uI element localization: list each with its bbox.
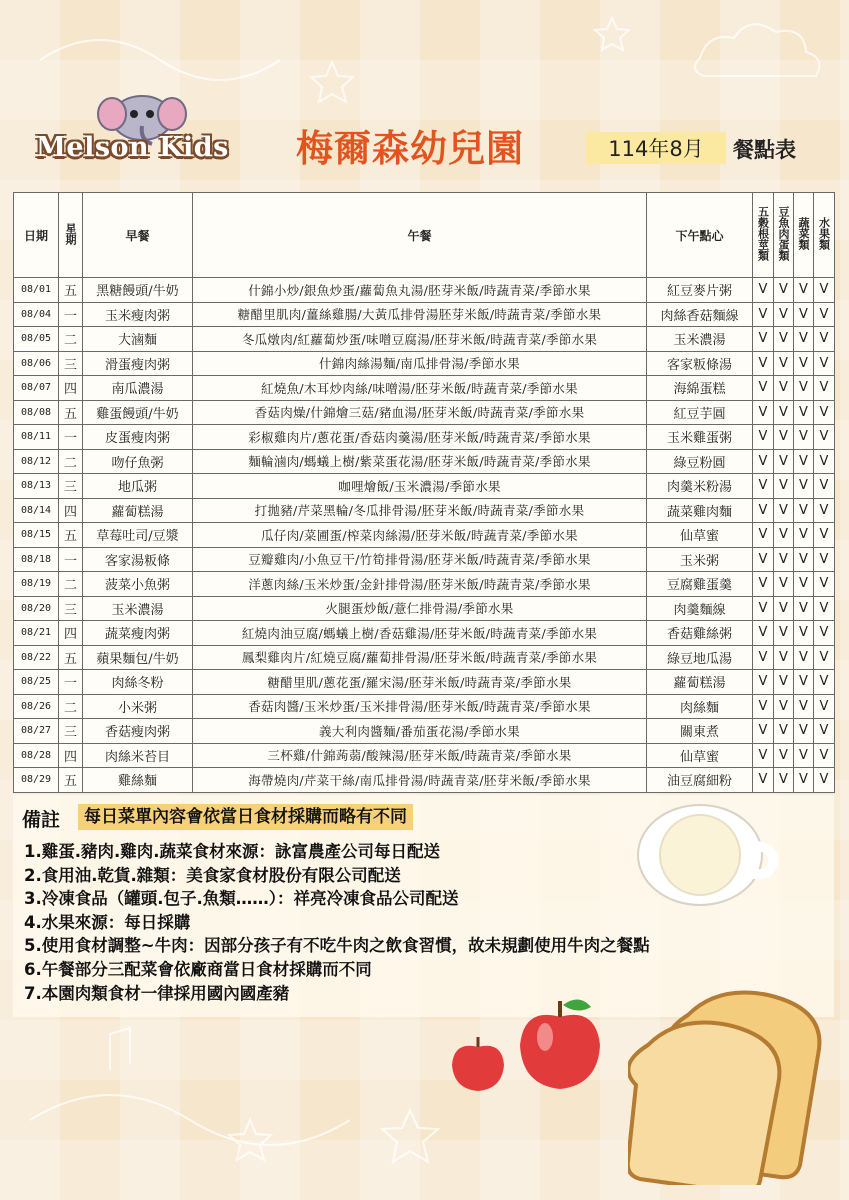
breakfast-cell: 客家湯粄條 <box>83 547 193 572</box>
snack-cell: 紅豆芋圓 <box>647 400 753 425</box>
check-mark-icon: V <box>794 425 814 450</box>
milk-cup-icon <box>630 800 780 910</box>
table-row <box>14 572 835 597</box>
lunch-cell: 瓜仔肉/菜圃蛋/榨菜肉絲湯/胚芽米飯/時蔬青菜/季節水果 <box>193 523 647 548</box>
table-row <box>14 743 835 768</box>
check-mark-icon: V <box>814 670 835 695</box>
lunch-cell: 咖哩燴飯/玉米濃湯/季節水果 <box>193 474 647 499</box>
check-mark-icon: V <box>814 449 835 474</box>
check-mark-icon: V <box>814 498 835 523</box>
check-mark-icon: V <box>753 645 774 670</box>
header-fruit: 水果類 <box>814 193 835 278</box>
snack-cell: 豆腐雞蛋羹 <box>647 572 753 597</box>
date-cell: 08/11 <box>14 425 59 450</box>
lunch-cell: 紅燒肉油豆腐/螞蟻上樹/香菇雞湯/胚芽米飯/時蔬青菜/季節水果 <box>193 621 647 646</box>
check-mark-icon: V <box>753 670 774 695</box>
table-row <box>14 400 835 425</box>
check-mark-icon: V <box>774 572 794 597</box>
check-mark-icon: V <box>814 547 835 572</box>
check-mark-icon: V <box>774 449 794 474</box>
menu-table-body <box>14 278 835 793</box>
check-mark-icon: V <box>753 449 774 474</box>
check-mark-icon: V <box>794 400 814 425</box>
check-mark-icon: V <box>774 547 794 572</box>
snack-cell: 紅豆麥片粥 <box>647 278 753 303</box>
weekday-cell: 四 <box>59 621 83 646</box>
breakfast-cell: 雞蛋饅頭/牛奶 <box>83 400 193 425</box>
check-mark-icon: V <box>814 523 835 548</box>
header-grains: 五穀根莖類 <box>753 193 774 278</box>
header-breakfast: 早餐 <box>83 193 193 278</box>
check-mark-icon: V <box>753 768 774 793</box>
breakfast-cell: 肉絲米苔目 <box>83 743 193 768</box>
star-doodle-icon <box>311 62 353 102</box>
check-mark-icon: V <box>753 498 774 523</box>
weekday-cell: 四 <box>59 743 83 768</box>
check-mark-icon: V <box>814 425 835 450</box>
lunch-cell: 紅燒魚/木耳炒肉絲/味噌湯/胚芽米飯/時蔬青菜/季節水果 <box>193 376 647 401</box>
check-mark-icon: V <box>774 376 794 401</box>
check-mark-icon: V <box>753 302 774 327</box>
check-mark-icon: V <box>774 278 794 303</box>
snack-cell: 肉絲麵 <box>647 694 753 719</box>
check-mark-icon: V <box>753 327 774 352</box>
note-item: 2.食用油.乾貨.雜類：美食家食材股份有限公司配送 <box>24 865 401 885</box>
check-mark-icon: V <box>753 596 774 621</box>
table-row <box>14 670 835 695</box>
check-mark-icon: V <box>753 523 774 548</box>
check-mark-icon: V <box>753 621 774 646</box>
note-item: 7.本園肉類食材一律採用國內國產豬 <box>24 983 290 1003</box>
lunch-cell: 義大利肉醬麵/番茄蛋花湯/季節水果 <box>193 719 647 744</box>
table-row <box>14 523 835 548</box>
check-mark-icon: V <box>753 743 774 768</box>
check-mark-icon: V <box>814 400 835 425</box>
lunch-cell: 糖醋里肌肉/薑絲雞腸/大黃瓜排骨湯胚芽米飯/時蔬青菜/季節水果 <box>193 302 647 327</box>
date-cell: 08/04 <box>14 302 59 327</box>
check-mark-icon: V <box>753 719 774 744</box>
breakfast-cell: 菠菜小魚粥 <box>83 572 193 597</box>
note-item: 1.雞蛋.豬肉.雞肉.蔬菜食材來源：詠富農產公司每日配送 <box>24 842 441 861</box>
check-mark-icon: V <box>814 768 835 793</box>
check-mark-icon: V <box>794 498 814 523</box>
check-mark-icon: V <box>753 278 774 303</box>
bread-toast-icon <box>628 985 843 1185</box>
check-mark-icon: V <box>774 425 794 450</box>
logo-text: Melson Kids <box>36 132 229 163</box>
small-apple-icon <box>450 1035 510 1095</box>
star-doodle-icon <box>382 1110 438 1162</box>
date-cell: 08/14 <box>14 498 59 523</box>
date-cell: 08/29 <box>14 768 59 793</box>
table-row <box>14 547 835 572</box>
breakfast-cell: 滑蛋瘦肉粥 <box>83 351 193 376</box>
check-mark-icon: V <box>794 719 814 744</box>
note-item: 5.使用食材調整~牛肉：因部分孩子有不吃牛肉之飲食習慣，故未規劃使用牛肉之餐點 <box>24 936 650 956</box>
date-cell: 08/25 <box>14 670 59 695</box>
check-mark-icon: V <box>794 572 814 597</box>
date-cell: 08/13 <box>14 474 59 499</box>
date-cell: 08/28 <box>14 743 59 768</box>
breakfast-cell: 蘿蔔糕湯 <box>83 498 193 523</box>
snack-cell: 客家粄條湯 <box>647 351 753 376</box>
header-date: 日期 <box>14 193 59 278</box>
check-mark-icon: V <box>814 351 835 376</box>
weekday-cell: 一 <box>59 425 83 450</box>
breakfast-cell: 香菇瘦肉粥 <box>83 719 193 744</box>
check-mark-icon: V <box>814 621 835 646</box>
breakfast-cell: 地瓜粥 <box>83 474 193 499</box>
check-mark-icon: V <box>794 327 814 352</box>
lunch-cell: 香菇肉燥/什錦燴三菇/豬血湯/胚芽米飯/時蔬青菜/季節水果 <box>193 400 647 425</box>
period-badge: 114年8月 <box>586 132 726 164</box>
check-mark-icon: V <box>753 474 774 499</box>
check-mark-icon: V <box>794 670 814 695</box>
breakfast-cell: 肉絲冬粉 <box>83 670 193 695</box>
snack-cell: 肉羹麵線 <box>647 596 753 621</box>
check-mark-icon: V <box>794 278 814 303</box>
weekday-cell: 五 <box>59 645 83 670</box>
check-mark-icon: V <box>774 670 794 695</box>
check-mark-icon: V <box>753 400 774 425</box>
snack-cell: 海綿蛋糕 <box>647 376 753 401</box>
check-mark-icon: V <box>774 645 794 670</box>
snack-cell: 肉絲香菇麵線 <box>647 302 753 327</box>
weekday-cell: 四 <box>59 376 83 401</box>
date-cell: 08/20 <box>14 596 59 621</box>
check-mark-icon: V <box>814 596 835 621</box>
check-mark-icon: V <box>794 596 814 621</box>
check-mark-icon: V <box>794 302 814 327</box>
weekday-cell: 二 <box>59 327 83 352</box>
snack-cell: 肉羹米粉湯 <box>647 474 753 499</box>
swirl-doodle-icon <box>40 40 280 80</box>
check-mark-icon: V <box>814 645 835 670</box>
weekday-cell: 一 <box>59 302 83 327</box>
weekday-cell: 三 <box>59 596 83 621</box>
table-row <box>14 596 835 621</box>
lunch-cell: 豆瓣雞肉/小魚豆干/竹筍排骨湯/胚芽米飯/時蔬青菜/季節水果 <box>193 547 647 572</box>
table-row <box>14 302 835 327</box>
check-mark-icon: V <box>774 596 794 621</box>
check-mark-icon: V <box>753 694 774 719</box>
weekday-cell: 五 <box>59 400 83 425</box>
breakfast-cell: 雞絲麵 <box>83 768 193 793</box>
date-cell: 08/27 <box>14 719 59 744</box>
school-name: 梅爾森幼兒園 <box>296 127 524 170</box>
check-mark-icon: V <box>814 278 835 303</box>
snack-cell: 玉米雞蛋粥 <box>647 425 753 450</box>
table-row <box>14 719 835 744</box>
check-mark-icon: V <box>753 351 774 376</box>
table-row <box>14 278 835 303</box>
check-mark-icon: V <box>794 694 814 719</box>
weekday-cell: 三 <box>59 351 83 376</box>
check-mark-icon: V <box>794 621 814 646</box>
check-mark-icon: V <box>774 719 794 744</box>
check-mark-icon: V <box>774 474 794 499</box>
breakfast-cell: 大滷麵 <box>83 327 193 352</box>
cloud-doodle-icon <box>695 24 819 76</box>
weekday-cell: 三 <box>59 474 83 499</box>
snack-cell: 玉米粥 <box>647 547 753 572</box>
snack-cell: 蔬菜雞肉麵 <box>647 498 753 523</box>
check-mark-icon: V <box>774 523 794 548</box>
header-protein: 豆魚肉蛋類 <box>774 193 794 278</box>
apple-icon <box>515 995 605 1095</box>
snack-cell: 蘿蔔糕湯 <box>647 670 753 695</box>
breakfast-cell: 蘋果麵包/牛奶 <box>83 645 193 670</box>
check-mark-icon: V <box>794 474 814 499</box>
date-cell: 08/15 <box>14 523 59 548</box>
date-cell: 08/01 <box>14 278 59 303</box>
menu-table <box>13 192 835 793</box>
breakfast-cell: 皮蛋瘦肉粥 <box>83 425 193 450</box>
table-row <box>14 425 835 450</box>
lunch-cell: 打拋豬/芹菜黑輪/冬瓜排骨湯/胚芽米飯/時蔬青菜/季節水果 <box>193 498 647 523</box>
check-mark-icon: V <box>814 327 835 352</box>
header-veg: 蔬菜類 <box>794 193 814 278</box>
check-mark-icon: V <box>774 400 794 425</box>
check-mark-icon: V <box>774 351 794 376</box>
breakfast-cell: 玉米濃湯 <box>83 596 193 621</box>
lunch-cell: 海帶燒肉/芹菜干絲/南瓜排骨湯/時蔬青菜/胚芽米飯/季節水果 <box>193 768 647 793</box>
date-cell: 08/21 <box>14 621 59 646</box>
table-header-row <box>14 193 835 278</box>
check-mark-icon: V <box>774 498 794 523</box>
date-cell: 08/26 <box>14 694 59 719</box>
table-row <box>14 449 835 474</box>
breakfast-cell: 草莓吐司/豆漿 <box>83 523 193 548</box>
date-cell: 08/07 <box>14 376 59 401</box>
check-mark-icon: V <box>794 449 814 474</box>
note-item: 6.午餐部分三配菜會依廠商當日食材採購而不同 <box>24 959 372 979</box>
check-mark-icon: V <box>814 302 835 327</box>
weekday-cell: 四 <box>59 498 83 523</box>
weekday-cell: 五 <box>59 523 83 548</box>
table-row <box>14 498 835 523</box>
snack-cell: 玉米濃湯 <box>647 327 753 352</box>
check-mark-icon: V <box>774 768 794 793</box>
check-mark-icon: V <box>753 572 774 597</box>
snack-cell: 綠豆地瓜湯 <box>647 645 753 670</box>
note-item: 4.水果來源：每日採購 <box>24 912 191 932</box>
table-row <box>14 351 835 376</box>
date-cell: 08/05 <box>14 327 59 352</box>
notes-highlight: 每日菜單內容會依當日食材採購而略有不同 <box>78 804 413 830</box>
table-row <box>14 474 835 499</box>
header-weekday: 星期 <box>59 193 83 278</box>
music-note-doodle-icon <box>110 1028 130 1070</box>
check-mark-icon: V <box>814 474 835 499</box>
lunch-cell: 香菇肉醬/玉米炒蛋/玉米排骨湯/胚芽米飯/時蔬青菜/季節水果 <box>193 694 647 719</box>
check-mark-icon: V <box>814 743 835 768</box>
check-mark-icon: V <box>814 719 835 744</box>
check-mark-icon: V <box>814 572 835 597</box>
menu-label: 餐點表 <box>733 138 796 162</box>
weekday-cell: 二 <box>59 449 83 474</box>
weekday-cell: 三 <box>59 719 83 744</box>
lunch-cell: 糖醋里肌/蔥花蛋/羅宋湯/胚芽米飯/時蔬青菜/季節水果 <box>193 670 647 695</box>
check-mark-icon: V <box>794 743 814 768</box>
check-mark-icon: V <box>794 523 814 548</box>
table-row <box>14 621 835 646</box>
weekday-cell: 五 <box>59 768 83 793</box>
check-mark-icon: V <box>794 351 814 376</box>
header-snack: 下午點心 <box>647 193 753 278</box>
snack-cell: 仙草蜜 <box>647 743 753 768</box>
snack-cell: 香菇雞絲粥 <box>647 621 753 646</box>
weekday-cell: 一 <box>59 547 83 572</box>
breakfast-cell: 南瓜濃湯 <box>83 376 193 401</box>
table-row <box>14 327 835 352</box>
date-cell: 08/06 <box>14 351 59 376</box>
snack-cell: 油豆腐細粉 <box>647 768 753 793</box>
check-mark-icon: V <box>753 376 774 401</box>
table-row <box>14 768 835 793</box>
weekday-cell: 五 <box>59 278 83 303</box>
lunch-cell: 三杯雞/什錦蒟蒻/酸辣湯/胚芽米飯/時蔬青菜/季節水果 <box>193 743 647 768</box>
check-mark-icon: V <box>814 376 835 401</box>
weekday-cell: 二 <box>59 572 83 597</box>
breakfast-cell: 玉米瘦肉粥 <box>83 302 193 327</box>
check-mark-icon: V <box>794 376 814 401</box>
check-mark-icon: V <box>774 694 794 719</box>
check-mark-icon: V <box>794 645 814 670</box>
check-mark-icon: V <box>774 743 794 768</box>
lunch-cell: 什錦小炒/銀魚炒蛋/蘿蔔魚丸湯/胚芽米飯/時蔬青菜/季節水果 <box>193 278 647 303</box>
snack-cell: 關東煮 <box>647 719 753 744</box>
lunch-cell: 麵輪滷肉/螞蟻上樹/紫菜蛋花湯/胚芽米飯/時蔬青菜/季節水果 <box>193 449 647 474</box>
snack-cell: 綠豆粉圓 <box>647 449 753 474</box>
table-row <box>14 645 835 670</box>
breakfast-cell: 黑糖饅頭/牛奶 <box>83 278 193 303</box>
check-mark-icon: V <box>814 694 835 719</box>
lunch-cell: 彩椒雞肉片/蔥花蛋/香菇肉羹湯/胚芽米飯/時蔬青菜/季節水果 <box>193 425 647 450</box>
check-mark-icon: V <box>774 621 794 646</box>
check-mark-icon: V <box>794 768 814 793</box>
breakfast-cell: 小米粥 <box>83 694 193 719</box>
lunch-cell: 冬瓜燉肉/紅蘿蔔炒蛋/味噌豆腐湯/胚芽米飯/時蔬青菜/季節水果 <box>193 327 647 352</box>
lunch-cell: 鳳梨雞肉片/紅燒豆腐/蘿蔔排骨湯/胚芽米飯/時蔬青菜/季節水果 <box>193 645 647 670</box>
lunch-cell: 火腿蛋炒飯/薏仁排骨湯/季節水果 <box>193 596 647 621</box>
table-row <box>14 694 835 719</box>
star-doodle-icon <box>595 18 629 50</box>
notes-title: 備註 <box>22 809 61 831</box>
breakfast-cell: 吻仔魚粥 <box>83 449 193 474</box>
table-row <box>14 376 835 401</box>
check-mark-icon: V <box>774 327 794 352</box>
check-mark-icon: V <box>774 302 794 327</box>
lunch-cell: 洋蔥肉絲/玉米炒蛋/金針排骨湯/胚芽米飯/時蔬青菜/季節水果 <box>193 572 647 597</box>
check-mark-icon: V <box>753 547 774 572</box>
notes-list <box>24 840 650 1005</box>
snack-cell: 仙草蜜 <box>647 523 753 548</box>
weekday-cell: 一 <box>59 670 83 695</box>
swirl-doodle-icon <box>30 1095 350 1145</box>
date-cell: 08/08 <box>14 400 59 425</box>
breakfast-cell: 蔬菜瘦肉粥 <box>83 621 193 646</box>
header-lunch: 午餐 <box>193 193 647 278</box>
weekday-cell: 二 <box>59 694 83 719</box>
lunch-cell: 什錦肉絲湯麵/南瓜排骨湯/季節水果 <box>193 351 647 376</box>
date-cell: 08/22 <box>14 645 59 670</box>
date-cell: 08/12 <box>14 449 59 474</box>
check-mark-icon: V <box>794 547 814 572</box>
note-item: 3.冷凍食品（罐頭.包子.魚類……）：祥亮冷凍食品公司配送 <box>24 889 459 909</box>
date-cell: 08/18 <box>14 547 59 572</box>
date-cell: 08/19 <box>14 572 59 597</box>
check-mark-icon: V <box>753 425 774 450</box>
